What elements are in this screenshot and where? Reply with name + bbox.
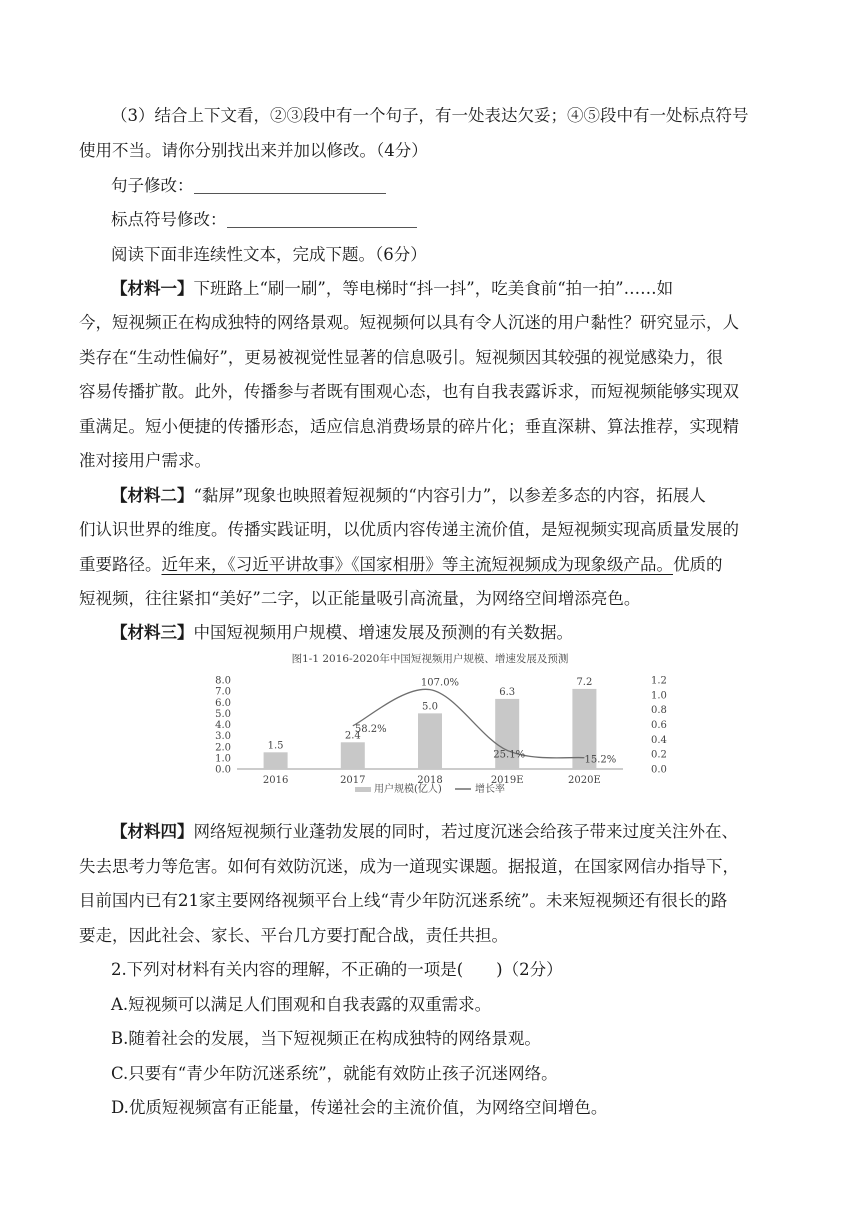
right-axis-tick-label: 0.2	[651, 749, 667, 761]
material-1-tag: 【材料一】	[111, 279, 194, 298]
material-3-text: 中国短视频用户规模、增速发展及预测的有关数据。	[193, 623, 573, 642]
x-axis-tick-label: 2020E	[568, 775, 601, 786]
option-c[interactable]: C.只要有“青少年防沉迷系统”，就能有效防止孩子沉迷网络。	[111, 1064, 558, 1083]
sentence-revision-blank[interactable]	[194, 177, 386, 194]
left-axis-tick-label: 4.0	[215, 720, 231, 731]
chart-title: 图1-1 2016-2020年中国短视频用户规模、增速发展及预测	[291, 653, 569, 665]
right-axis-tick-label: 0.6	[651, 720, 667, 731]
question-2-stem: 2.下列对材料有关内容的理解，不正确的一项是( )（2分）	[111, 960, 563, 979]
material-4-line3: 目前国内已有21家主要网络视频平台上线“青少年防沉迷系统”。未来短视频还有很长的路	[79, 891, 728, 910]
material-2-line3	[79, 553, 723, 577]
material-1-line1	[111, 277, 673, 301]
legend-swatch-users	[355, 787, 371, 792]
legend-label-users: 用户规模(亿人)	[374, 784, 442, 795]
growth-rate-line	[353, 686, 585, 761]
right-axis-tick-label: 1.0	[651, 690, 667, 702]
option-d[interactable]: D.优质短视频富有正能量，传递社会的主流价值，为网络空间增色。	[111, 1098, 608, 1117]
left-axis-tick-label: 7.0	[215, 686, 231, 698]
reading-intro: 阅读下面非连续性文本，完成下题。（6分）	[111, 245, 427, 264]
q3-stem-line1: （3）结合上下文看，②③段中有一个句子，有一处表达欠妥；④⑤段中有一处标点符号	[111, 106, 749, 125]
left-axis-tick-label: 3.0	[215, 731, 231, 743]
option-a[interactable]: A.短视频可以满足人们围观和自我表露的双重需求。	[111, 995, 492, 1014]
right-axis-tick-label: 0.0	[651, 764, 667, 776]
growth-rate-label: 15.2%	[584, 754, 617, 766]
growth-rate-label: 25.1%	[493, 749, 526, 761]
left-axis-tick-label: 0.0	[215, 764, 231, 776]
x-axis-tick-label: 2016	[262, 775, 289, 786]
material-2-line2: 们认识世界的维度。传播实践证明，以优质内容传递主流价值，是短视频实现高质量发展的	[79, 520, 739, 539]
left-axis-tick-label: 1.0	[215, 753, 231, 765]
option-b[interactable]: B.随着社会的发展，当下短视频正在构成独特的网络景观。	[111, 1029, 541, 1048]
material-4-line1	[111, 820, 738, 844]
bar-value-label: 6.3	[499, 686, 516, 698]
left-axis-tick-label: 2.0	[215, 742, 231, 754]
user-scale-chart	[205, 648, 667, 800]
left-axis-tick-label: 5.0	[215, 708, 231, 720]
material-2-line4: 短视频，往往紧扣“美好”二字，以正能量吸引高流量，为网络空间增添亮色。	[79, 589, 641, 608]
material-4-line4: 要走，因此社会、家长、平台几方要打配合战，责任共担。	[79, 926, 508, 945]
underlined-sentence: 近年来，《习近平讲故事》《国家相册》等主流短视频成为现象级产品。	[161, 555, 673, 574]
material-1-line3: 类存在“生动性偏好”，更易被视觉性显著的信息吸引。短视频因其较强的视觉感染力，很	[79, 348, 723, 367]
growth-rate-label: 107.0%	[420, 677, 460, 689]
sentence-revision-row	[111, 174, 386, 198]
q3-stem-line2: 使用不当。请你分别找出来并加以修改。（4分）	[79, 141, 428, 160]
material-2-tag: 【材料二】	[111, 486, 194, 505]
legend-label-growth: 增长率	[475, 784, 505, 795]
bar	[264, 752, 288, 769]
material-4-line2: 失去思考力等危害。如何有效防沉迷，成为一道现实课题。据报道，在国家网信办指导下，	[79, 857, 739, 876]
punctuation-revision-row	[111, 208, 417, 232]
left-axis-tick-label: 6.0	[215, 697, 231, 709]
bar	[418, 713, 442, 769]
material-2-line1	[111, 484, 706, 508]
punctuation-revision-label: 标点符号修改：	[111, 210, 227, 229]
bar-value-label: 7.2	[576, 676, 593, 688]
material-1-line6: 准对接用户需求。	[79, 451, 211, 470]
bar-value-label: 1.5	[267, 740, 284, 752]
material-3-tag: 【材料三】	[111, 623, 194, 642]
material-2-line3-end: 优质的	[673, 555, 723, 574]
material-4-tag: 【材料四】	[111, 822, 194, 841]
punctuation-revision-blank[interactable]	[227, 211, 417, 228]
x-axis-tick-label: 2018	[417, 775, 443, 786]
material-1-line4: 容易传播扩散。此外，传播参与者既有围观心态，也有自我表露诉求，而短视频能够实现双	[79, 382, 739, 401]
x-axis-tick-label: 2019E	[490, 775, 524, 786]
material-1-line2: 今，短视频正在构成独特的网络景观。短视频何以具有令人沉迷的用户黏性？研究显示，人	[79, 313, 739, 332]
bar-value-label: 5.0	[422, 701, 438, 713]
bar-value-label: 2.4	[344, 730, 361, 742]
x-axis-tick-label: 2017	[340, 775, 366, 786]
right-axis-tick-label: 0.4	[651, 734, 667, 746]
material-2-text: “黏屏”现象也映照着短视频的“内容引力”，以参差多态的内容，拓展人	[193, 486, 706, 505]
material-1-text: 下班路上“刷一刷”，等电梯时“抖一抖”，吃美食前“拍一拍”……如	[193, 279, 674, 298]
right-axis-tick-label: 1.2	[651, 675, 667, 687]
left-axis-tick-label: 8.0	[215, 675, 231, 687]
material-4-text: 网络短视频行业蓬勃发展的同时，若过度沉迷会给孩子带来过度关注外在、	[193, 822, 738, 841]
right-axis-tick-label: 0.8	[651, 705, 667, 717]
material-1-line5: 重满足。短小便捷的传播形态，适应信息消费场景的碎片化；垂直深耕、算法推荐，实现精	[79, 417, 739, 436]
bar	[341, 742, 365, 769]
material-3-line1	[111, 621, 573, 645]
growth-rate-label: 58.2%	[354, 723, 387, 735]
sentence-revision-label: 句子修改：	[111, 176, 194, 195]
material-2-line3-start: 重要路径。	[79, 555, 162, 574]
